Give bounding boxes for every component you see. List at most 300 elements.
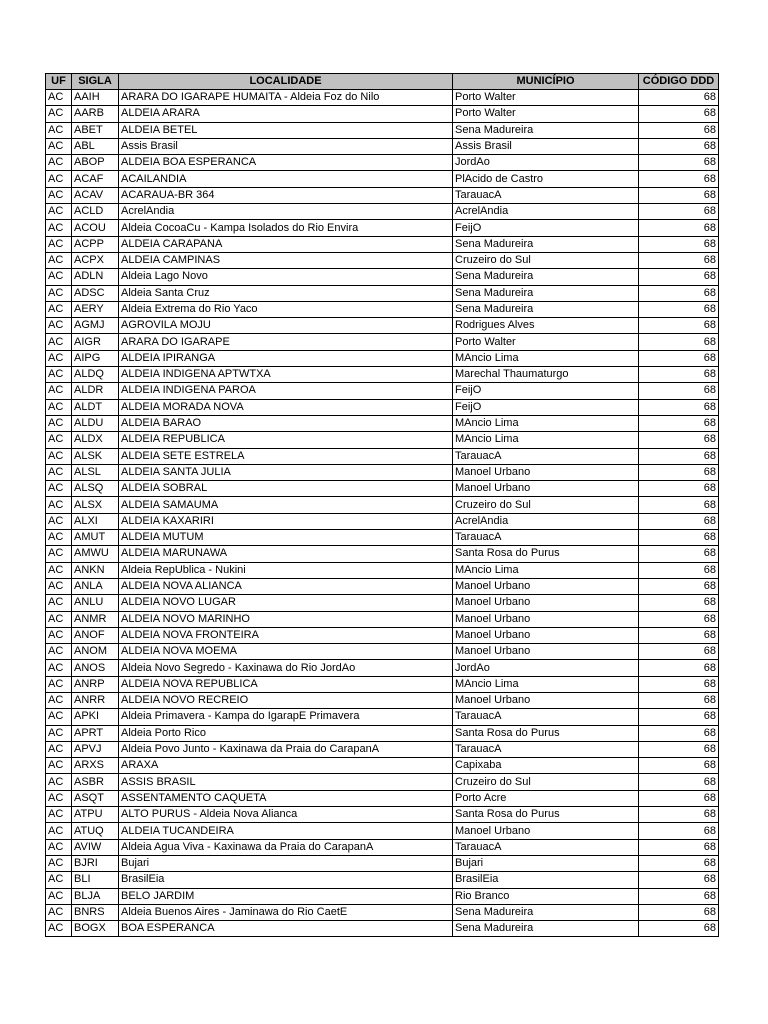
cell-municipio: MAncio Lima [453, 676, 639, 692]
cell-municipio: Porto Walter [453, 90, 639, 106]
cell-localidade: Aldeia Povo Junto - Kaxinawa da Praia do CarapanA [119, 741, 453, 757]
cell-municipio: MAncio Lima [453, 350, 639, 366]
cell-municipio: Manoel Urbano [453, 692, 639, 708]
cell-uf: AC [46, 676, 72, 692]
cell-uf: AC [46, 415, 72, 431]
header-uf: UF [46, 74, 72, 90]
cell-sigla: BLI [72, 872, 119, 888]
table-row [46, 236, 719, 252]
table-row [46, 611, 719, 627]
cell-sigla: BLJA [72, 888, 119, 904]
cell-localidade: ALDEIA NOVA ALIANCA [119, 578, 453, 594]
cell-uf: AC [46, 220, 72, 236]
cell-municipio: Marechal Thaumaturgo [453, 367, 639, 383]
cell-localidade: Aldeia Lago Novo [119, 269, 453, 285]
cell-codigo-ddd: 68 [639, 562, 719, 578]
table-row [46, 464, 719, 480]
cell-sigla: ALDT [72, 399, 119, 415]
cell-uf: AC [46, 269, 72, 285]
cell-localidade: Aldeia Novo Segredo - Kaxinawa do Rio JordAo [119, 660, 453, 676]
cell-uf: AC [46, 530, 72, 546]
cell-sigla: ALSL [72, 464, 119, 480]
cell-localidade: ALDEIA BETEL [119, 122, 453, 138]
cell-sigla: APKI [72, 709, 119, 725]
header-sigla: SIGLA [72, 74, 119, 90]
cell-sigla: ATUQ [72, 823, 119, 839]
cell-localidade: AGROVILA MOJU [119, 318, 453, 334]
cell-municipio: Santa Rosa do Purus [453, 807, 639, 823]
cell-sigla: ANRP [72, 676, 119, 692]
cell-localidade: ARARA DO IGARAPE [119, 334, 453, 350]
cell-localidade: ALDEIA BOA ESPERANCA [119, 155, 453, 171]
cell-sigla: ALDR [72, 383, 119, 399]
cell-sigla: AERY [72, 301, 119, 317]
cell-codigo-ddd: 68 [639, 839, 719, 855]
cell-municipio: Capixaba [453, 758, 639, 774]
cell-sigla: ALSK [72, 448, 119, 464]
cell-codigo-ddd: 68 [639, 383, 719, 399]
cell-localidade: ALDEIA REPUBLICA [119, 432, 453, 448]
table-row [46, 252, 719, 268]
table-row [46, 432, 719, 448]
cell-municipio: Manoel Urbano [453, 595, 639, 611]
cell-municipio: TarauacA [453, 187, 639, 203]
cell-sigla: ALDU [72, 415, 119, 431]
cell-sigla: ABL [72, 138, 119, 154]
table-row [46, 562, 719, 578]
cell-localidade: ALDEIA NOVA MOEMA [119, 644, 453, 660]
cell-uf: AC [46, 644, 72, 660]
cell-codigo-ddd: 68 [639, 660, 719, 676]
table-row [46, 155, 719, 171]
cell-uf: AC [46, 399, 72, 415]
cell-localidade: ALDEIA NOVO MARINHO [119, 611, 453, 627]
cell-codigo-ddd: 68 [639, 252, 719, 268]
cell-sigla: ATPU [72, 807, 119, 823]
cell-uf: AC [46, 790, 72, 806]
cell-codigo-ddd: 68 [639, 709, 719, 725]
cell-localidade: ALDEIA TUCANDEIRA [119, 823, 453, 839]
cell-municipio: Sena Madureira [453, 904, 639, 920]
cell-uf: AC [46, 301, 72, 317]
cell-codigo-ddd: 68 [639, 90, 719, 106]
cell-uf: AC [46, 204, 72, 220]
cell-municipio: Manoel Urbano [453, 644, 639, 660]
cell-municipio: Assis Brasil [453, 138, 639, 154]
cell-uf: AC [46, 138, 72, 154]
cell-sigla: ARXS [72, 758, 119, 774]
cell-uf: AC [46, 497, 72, 513]
cell-sigla: APVJ [72, 741, 119, 757]
cell-municipio: PlAcido de Castro [453, 171, 639, 187]
cell-sigla: AIPG [72, 350, 119, 366]
cell-localidade: AcrelAndia [119, 204, 453, 220]
table-row [46, 578, 719, 594]
cell-uf: AC [46, 187, 72, 203]
cell-sigla: AMUT [72, 530, 119, 546]
cell-uf: AC [46, 611, 72, 627]
cell-sigla: ANOM [72, 644, 119, 660]
cell-codigo-ddd: 68 [639, 187, 719, 203]
cell-sigla: AGMJ [72, 318, 119, 334]
cell-localidade: ACARAUA-BR 364 [119, 187, 453, 203]
cell-sigla: BNRS [72, 904, 119, 920]
cell-localidade: Aldeia CocoaCu - Kampa Isolados do Rio Envira [119, 220, 453, 236]
cell-municipio: FeijO [453, 399, 639, 415]
table-row [46, 106, 719, 122]
cell-localidade: ARAXA [119, 758, 453, 774]
cell-uf: AC [46, 725, 72, 741]
cell-sigla: ABOP [72, 155, 119, 171]
cell-municipio: Manoel Urbano [453, 611, 639, 627]
cell-localidade: ALDEIA MUTUM [119, 530, 453, 546]
cell-localidade: ALDEIA SETE ESTRELA [119, 448, 453, 464]
cell-municipio: Cruzeiro do Sul [453, 252, 639, 268]
table-row [46, 90, 719, 106]
cell-localidade: Aldeia Santa Cruz [119, 285, 453, 301]
header-localidade: LOCALIDADE [119, 74, 453, 90]
cell-municipio: Cruzeiro do Sul [453, 497, 639, 513]
cell-uf: AC [46, 872, 72, 888]
cell-uf: AC [46, 546, 72, 562]
cell-uf: AC [46, 122, 72, 138]
cell-uf: AC [46, 578, 72, 594]
cell-codigo-ddd: 68 [639, 855, 719, 871]
table-row [46, 692, 719, 708]
cell-localidade: ALDEIA SANTA JULIA [119, 464, 453, 480]
cell-sigla: ALDQ [72, 367, 119, 383]
cell-municipio: TarauacA [453, 709, 639, 725]
table-row [46, 660, 719, 676]
ddd-table [45, 73, 719, 937]
cell-sigla: ALSQ [72, 481, 119, 497]
cell-localidade: ALDEIA INDIGENA PAROA [119, 383, 453, 399]
cell-codigo-ddd: 68 [639, 578, 719, 594]
cell-sigla: ACAV [72, 187, 119, 203]
cell-sigla: ALXI [72, 513, 119, 529]
cell-uf: AC [46, 627, 72, 643]
table-row [46, 399, 719, 415]
table-row [46, 823, 719, 839]
cell-municipio: JordAo [453, 660, 639, 676]
cell-sigla: AMWU [72, 546, 119, 562]
cell-uf: AC [46, 171, 72, 187]
cell-municipio: Sena Madureira [453, 285, 639, 301]
cell-localidade: ALDEIA MORADA NOVA [119, 399, 453, 415]
cell-localidade: ALDEIA NOVA REPUBLICA [119, 676, 453, 692]
cell-sigla: BJRI [72, 855, 119, 871]
cell-municipio: Porto Walter [453, 106, 639, 122]
cell-sigla: ALSX [72, 497, 119, 513]
cell-localidade: ARARA DO IGARAPE HUMAITA - Aldeia Foz do Nilo [119, 90, 453, 106]
table-body [46, 90, 719, 937]
cell-municipio: AcrelAndia [453, 204, 639, 220]
cell-municipio: Manoel Urbano [453, 823, 639, 839]
table-row [46, 774, 719, 790]
table-row [46, 220, 719, 236]
table-row [46, 921, 719, 937]
cell-localidade: ALDEIA NOVA FRONTEIRA [119, 627, 453, 643]
cell-codigo-ddd: 68 [639, 334, 719, 350]
cell-uf: AC [46, 106, 72, 122]
cell-uf: AC [46, 562, 72, 578]
cell-codigo-ddd: 68 [639, 921, 719, 937]
cell-codigo-ddd: 68 [639, 644, 719, 660]
table-row [46, 530, 719, 546]
cell-sigla: ANOS [72, 660, 119, 676]
cell-codigo-ddd: 68 [639, 171, 719, 187]
cell-uf: AC [46, 464, 72, 480]
table-row [46, 741, 719, 757]
table-row [46, 350, 719, 366]
table-row [46, 790, 719, 806]
cell-codigo-ddd: 68 [639, 627, 719, 643]
cell-sigla: ACLD [72, 204, 119, 220]
cell-localidade: Aldeia RepUblica - Nukini [119, 562, 453, 578]
cell-municipio: Manoel Urbano [453, 578, 639, 594]
cell-localidade: Bujari [119, 855, 453, 871]
cell-codigo-ddd: 68 [639, 497, 719, 513]
cell-municipio: FeijO [453, 383, 639, 399]
table-row [46, 709, 719, 725]
cell-localidade: ALDEIA SOBRAL [119, 481, 453, 497]
cell-localidade: ALDEIA INDIGENA APTWTXA [119, 367, 453, 383]
table-row [46, 839, 719, 855]
cell-codigo-ddd: 68 [639, 611, 719, 627]
cell-codigo-ddd: 68 [639, 807, 719, 823]
cell-sigla: ACOU [72, 220, 119, 236]
table-row [46, 122, 719, 138]
cell-uf: AC [46, 334, 72, 350]
cell-uf: AC [46, 855, 72, 871]
cell-municipio: JordAo [453, 155, 639, 171]
table-row [46, 415, 719, 431]
cell-sigla: ALDX [72, 432, 119, 448]
cell-municipio: MAncio Lima [453, 415, 639, 431]
cell-sigla: BOGX [72, 921, 119, 937]
cell-sigla: ANKN [72, 562, 119, 578]
cell-codigo-ddd: 68 [639, 481, 719, 497]
cell-municipio: Manoel Urbano [453, 627, 639, 643]
cell-municipio: Sena Madureira [453, 269, 639, 285]
cell-municipio: TarauacA [453, 839, 639, 855]
cell-uf: AC [46, 774, 72, 790]
header-municipio: MUNICÍPIO [453, 74, 639, 90]
table-row [46, 546, 719, 562]
cell-sigla: AAIH [72, 90, 119, 106]
cell-localidade: Aldeia Agua Viva - Kaxinawa da Praia do CarapanA [119, 839, 453, 855]
cell-localidade: ALDEIA IPIRANGA [119, 350, 453, 366]
cell-municipio: MAncio Lima [453, 432, 639, 448]
cell-municipio: Porto Acre [453, 790, 639, 806]
cell-sigla: ANOF [72, 627, 119, 643]
cell-codigo-ddd: 68 [639, 546, 719, 562]
cell-sigla: ABET [72, 122, 119, 138]
cell-codigo-ddd: 68 [639, 774, 719, 790]
cell-uf: AC [46, 839, 72, 855]
table-row [46, 448, 719, 464]
cell-codigo-ddd: 68 [639, 692, 719, 708]
cell-uf: AC [46, 595, 72, 611]
cell-localidade: ALDEIA CARAPANA [119, 236, 453, 252]
table-row [46, 872, 719, 888]
cell-localidade: BOA ESPERANCA [119, 921, 453, 937]
cell-sigla: ASQT [72, 790, 119, 806]
cell-codigo-ddd: 68 [639, 595, 719, 611]
cell-codigo-ddd: 68 [639, 432, 719, 448]
table-row [46, 758, 719, 774]
cell-uf: AC [46, 823, 72, 839]
header-codigo-ddd: CÓDIGO DDD [639, 74, 719, 90]
cell-localidade: ALTO PURUS - Aldeia Nova Alianca [119, 807, 453, 823]
cell-municipio: Manoel Urbano [453, 464, 639, 480]
cell-uf: AC [46, 741, 72, 757]
cell-municipio: TarauacA [453, 530, 639, 546]
cell-uf: AC [46, 318, 72, 334]
cell-sigla: ACAF [72, 171, 119, 187]
cell-uf: AC [46, 904, 72, 920]
cell-sigla: AARB [72, 106, 119, 122]
table-row [46, 725, 719, 741]
table-row [46, 301, 719, 317]
cell-codigo-ddd: 68 [639, 122, 719, 138]
cell-uf: AC [46, 155, 72, 171]
table-row [46, 204, 719, 220]
cell-uf: AC [46, 921, 72, 937]
cell-codigo-ddd: 68 [639, 448, 719, 464]
cell-codigo-ddd: 68 [639, 530, 719, 546]
cell-codigo-ddd: 68 [639, 285, 719, 301]
cell-municipio: TarauacA [453, 448, 639, 464]
table-row [46, 383, 719, 399]
cell-localidade: Aldeia Extrema do Rio Yaco [119, 301, 453, 317]
cell-localidade: BrasilEia [119, 872, 453, 888]
cell-uf: AC [46, 660, 72, 676]
cell-uf: AC [46, 367, 72, 383]
cell-codigo-ddd: 68 [639, 318, 719, 334]
cell-municipio: Manoel Urbano [453, 481, 639, 497]
cell-localidade: ALDEIA KAXARIRI [119, 513, 453, 529]
cell-uf: AC [46, 481, 72, 497]
table-row [46, 644, 719, 660]
cell-uf: AC [46, 758, 72, 774]
cell-municipio: Rodrigues Alves [453, 318, 639, 334]
cell-sigla: ANLA [72, 578, 119, 594]
table-row [46, 171, 719, 187]
cell-localidade: Aldeia Porto Rico [119, 725, 453, 741]
cell-uf: AC [46, 807, 72, 823]
cell-municipio: Cruzeiro do Sul [453, 774, 639, 790]
cell-localidade: ACAILANDIA [119, 171, 453, 187]
cell-sigla: ADSC [72, 285, 119, 301]
cell-localidade: ALDEIA BARAO [119, 415, 453, 431]
cell-localidade: ALDEIA ARARA [119, 106, 453, 122]
cell-municipio: AcrelAndia [453, 513, 639, 529]
cell-sigla: ANMR [72, 611, 119, 627]
table-row [46, 904, 719, 920]
cell-uf: AC [46, 432, 72, 448]
cell-municipio: TarauacA [453, 741, 639, 757]
table-row [46, 676, 719, 692]
cell-codigo-ddd: 68 [639, 236, 719, 252]
cell-municipio: Bujari [453, 855, 639, 871]
cell-municipio: Sena Madureira [453, 921, 639, 937]
cell-localidade: Assis Brasil [119, 138, 453, 154]
table-row [46, 807, 719, 823]
cell-municipio: Sena Madureira [453, 122, 639, 138]
cell-municipio: FeijO [453, 220, 639, 236]
cell-municipio: MAncio Lima [453, 562, 639, 578]
cell-codigo-ddd: 68 [639, 367, 719, 383]
cell-municipio: Sena Madureira [453, 236, 639, 252]
cell-codigo-ddd: 68 [639, 758, 719, 774]
cell-municipio: BrasilEia [453, 872, 639, 888]
cell-codigo-ddd: 68 [639, 904, 719, 920]
cell-municipio: Sena Madureira [453, 301, 639, 317]
cell-codigo-ddd: 68 [639, 269, 719, 285]
cell-sigla: AVIW [72, 839, 119, 855]
cell-codigo-ddd: 68 [639, 513, 719, 529]
cell-uf: AC [46, 692, 72, 708]
cell-localidade: ALDEIA NOVO RECREIO [119, 692, 453, 708]
table-row [46, 888, 719, 904]
table-row [46, 138, 719, 154]
cell-codigo-ddd: 68 [639, 872, 719, 888]
cell-uf: AC [46, 90, 72, 106]
cell-localidade: Aldeia Buenos Aires - Jaminawa do Rio CaetE [119, 904, 453, 920]
cell-municipio: Santa Rosa do Purus [453, 546, 639, 562]
cell-sigla: ASBR [72, 774, 119, 790]
table-row [46, 334, 719, 350]
cell-codigo-ddd: 68 [639, 823, 719, 839]
cell-codigo-ddd: 68 [639, 741, 719, 757]
cell-sigla: AIGR [72, 334, 119, 350]
cell-sigla: APRT [72, 725, 119, 741]
cell-codigo-ddd: 68 [639, 399, 719, 415]
cell-localidade: ALDEIA CAMPINAS [119, 252, 453, 268]
cell-localidade: BELO JARDIM [119, 888, 453, 904]
table-row [46, 187, 719, 203]
cell-sigla: ANLU [72, 595, 119, 611]
cell-sigla: ADLN [72, 269, 119, 285]
cell-localidade: ALDEIA MARUNAWA [119, 546, 453, 562]
cell-uf: AC [46, 252, 72, 268]
cell-uf: AC [46, 888, 72, 904]
header-row [46, 74, 719, 90]
table-row [46, 513, 719, 529]
cell-codigo-ddd: 68 [639, 204, 719, 220]
table-row [46, 269, 719, 285]
cell-codigo-ddd: 68 [639, 350, 719, 366]
cell-uf: AC [46, 709, 72, 725]
cell-codigo-ddd: 68 [639, 155, 719, 171]
cell-uf: AC [46, 350, 72, 366]
cell-uf: AC [46, 513, 72, 529]
cell-uf: AC [46, 285, 72, 301]
cell-localidade: ALDEIA SAMAUMA [119, 497, 453, 513]
cell-sigla: ACPP [72, 236, 119, 252]
table-row [46, 367, 719, 383]
cell-codigo-ddd: 68 [639, 301, 719, 317]
cell-codigo-ddd: 68 [639, 888, 719, 904]
cell-municipio: Santa Rosa do Purus [453, 725, 639, 741]
table-row [46, 627, 719, 643]
cell-sigla: ACPX [72, 252, 119, 268]
cell-codigo-ddd: 68 [639, 106, 719, 122]
cell-uf: AC [46, 383, 72, 399]
cell-uf: AC [46, 236, 72, 252]
cell-codigo-ddd: 68 [639, 790, 719, 806]
